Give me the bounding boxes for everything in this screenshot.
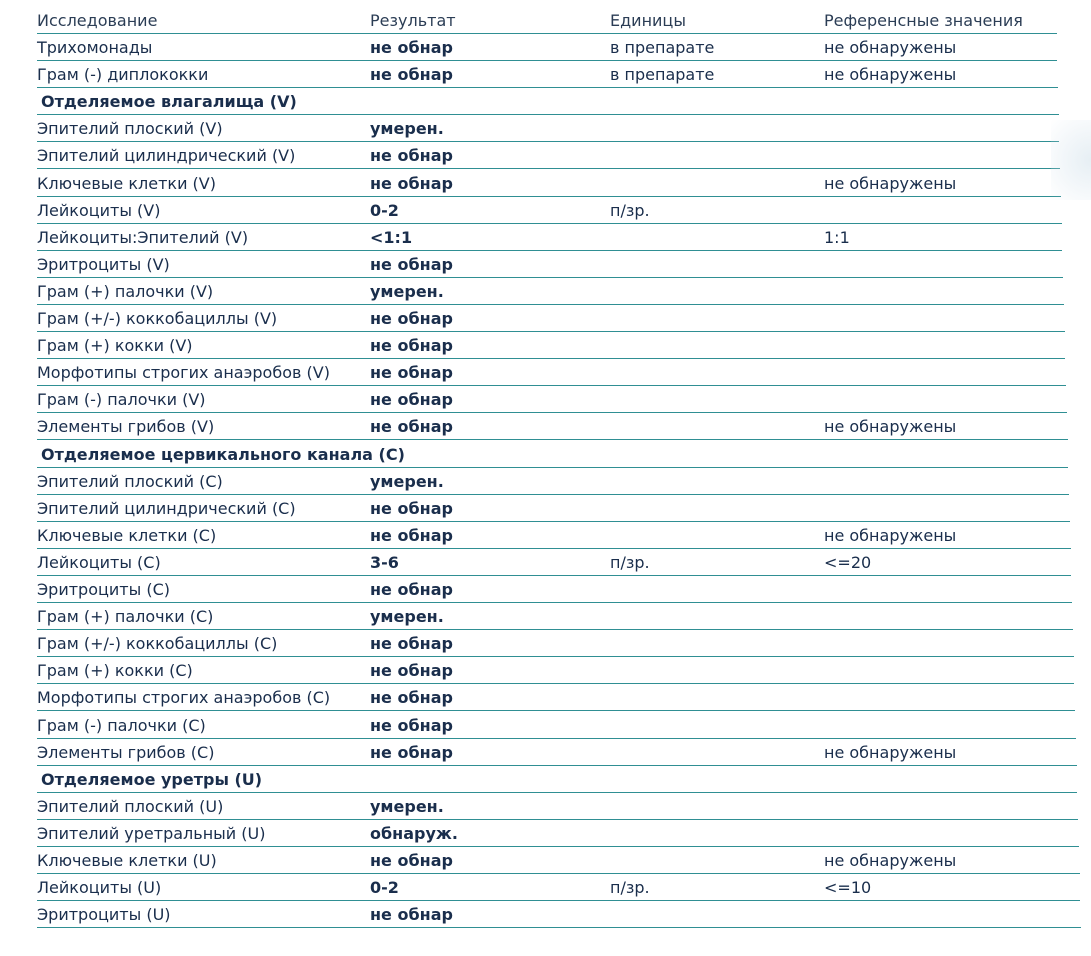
row-divider <box>37 602 1072 603</box>
row-divider <box>37 87 1058 88</box>
test-name: Грам (+) кокки (C) <box>37 661 193 681</box>
table-row <box>37 279 1064 305</box>
test-result: не обнар <box>370 146 453 166</box>
row-divider <box>37 223 1062 224</box>
row-divider <box>37 765 1077 766</box>
test-name: Эпителий плоский (C) <box>37 471 223 491</box>
test-reference: не обнаружены <box>824 65 957 85</box>
test-name: Элементы грибов (C) <box>37 742 215 762</box>
test-result: умерен. <box>370 607 444 627</box>
test-result: 0-2 <box>370 200 399 220</box>
test-name: Грам (+/-) коккобациллы (V) <box>37 309 278 328</box>
test-name: Эритроциты (V) <box>37 254 170 274</box>
table-header <box>37 8 1057 34</box>
test-name: Ключевые клетки (V) <box>37 173 216 193</box>
test-name: Эпителий плоский (U) <box>37 796 224 816</box>
row-divider <box>37 710 1075 711</box>
test-result: не обнар <box>370 38 453 57</box>
test-name: Лейкоциты (C) <box>37 552 161 572</box>
test-name: Грам (+) кокки (V) <box>37 336 193 356</box>
test-reference: не обнаружены <box>824 742 957 762</box>
table-row <box>37 333 1065 359</box>
section-title: Отделяемое влагалища (V) <box>41 92 297 112</box>
test-reference: не обнаружены <box>824 173 957 193</box>
test-reference: не обнаружены <box>824 38 957 57</box>
test-name: Трихомонады <box>37 38 153 57</box>
test-unit: п/зр. <box>610 878 650 898</box>
test-result: не обнар <box>370 65 453 85</box>
table-row <box>37 171 1061 197</box>
test-unit: п/зр. <box>610 200 650 220</box>
test-result: не обнар <box>370 851 453 870</box>
test-result: не обнар <box>370 634 453 654</box>
table-row <box>37 902 1081 928</box>
row-divider <box>37 250 1062 251</box>
row-divider <box>37 196 1061 197</box>
row-divider <box>37 439 1068 440</box>
section-header <box>37 442 1068 468</box>
row-divider <box>37 277 1063 278</box>
table-row <box>37 794 1078 820</box>
table-row <box>37 577 1072 603</box>
test-reference: 1:1 <box>824 227 850 247</box>
row-divider <box>37 548 1071 549</box>
test-result: не обнар <box>370 498 453 518</box>
table-row <box>37 523 1071 549</box>
row-divider <box>37 141 1059 142</box>
test-result: не обнар <box>370 905 453 925</box>
table-row <box>37 848 1080 874</box>
test-result: <1:1 <box>370 227 413 247</box>
header-result: Результат <box>370 11 456 30</box>
test-unit: п/зр. <box>610 552 650 572</box>
test-name: Элементы грибов (V) <box>37 417 215 437</box>
test-name: Лейкоциты (U) <box>37 878 162 898</box>
test-name: Эпителий плоский (V) <box>37 119 223 139</box>
test-result: не обнар <box>370 417 453 437</box>
test-result: не обнар <box>370 661 453 681</box>
test-result: умерен. <box>370 281 444 301</box>
table-row <box>37 631 1074 657</box>
row-divider <box>37 846 1079 847</box>
table-row <box>37 62 1058 88</box>
test-name: Эпителий цилиндрический (C) <box>37 498 296 518</box>
header-ref: Референсные значения <box>824 11 1023 30</box>
row-divider <box>37 358 1065 359</box>
test-name: Эритроциты (C) <box>37 580 170 599</box>
row-divider <box>37 60 1057 61</box>
row-divider <box>37 168 1060 169</box>
table-row <box>37 713 1076 739</box>
table-row <box>37 252 1063 278</box>
row-divider <box>37 331 1065 332</box>
row-divider <box>37 819 1078 820</box>
test-result: не обнар <box>370 363 453 383</box>
test-result: обнаруж. <box>370 823 458 843</box>
test-reference: <=10 <box>824 878 872 898</box>
test-result: не обнар <box>370 742 453 762</box>
table-row <box>37 116 1059 142</box>
row-divider <box>37 873 1080 874</box>
scan-glare <box>1051 120 1091 200</box>
table-row <box>37 198 1062 224</box>
row-divider <box>37 927 1081 928</box>
test-name: Эпителий уретральный (U) <box>37 823 266 843</box>
test-reference: не обнаружены <box>824 417 957 437</box>
header-unit: Единицы <box>610 11 686 30</box>
test-name: Грам (+/-) коккобациллы (C) <box>37 634 278 654</box>
row-divider <box>37 900 1080 901</box>
test-result: не обнар <box>370 309 453 328</box>
row-divider <box>37 494 1069 495</box>
test-result: умерен. <box>370 119 444 139</box>
row-divider <box>37 792 1077 793</box>
row-divider <box>37 683 1074 684</box>
row-divider <box>37 575 1071 576</box>
row-divider <box>37 521 1070 522</box>
test-reference: <=20 <box>824 552 872 572</box>
test-name: Эпителий цилиндрический (V) <box>37 146 296 166</box>
test-name: Грам (+) палочки (C) <box>37 607 214 627</box>
header-name: Исследование <box>37 11 158 30</box>
row-divider <box>37 467 1068 468</box>
test-result: 3-6 <box>370 552 399 572</box>
test-name: Грам (-) палочки (C) <box>37 715 206 735</box>
test-result: умерен. <box>370 471 444 491</box>
table-row <box>37 875 1080 901</box>
table-row <box>37 387 1067 413</box>
table-row <box>37 306 1065 332</box>
table-row <box>37 496 1070 522</box>
test-name: Ключевые клетки (C) <box>37 525 217 545</box>
test-result: умерен. <box>370 796 444 816</box>
table-row <box>37 360 1066 386</box>
test-reference: не обнаружены <box>824 525 957 545</box>
table-row <box>37 550 1071 576</box>
row-divider <box>37 629 1073 630</box>
row-divider <box>37 412 1067 413</box>
row-divider <box>37 304 1064 305</box>
test-result: не обнар <box>370 580 453 599</box>
test-name: Ключевые клетки (U) <box>37 851 217 870</box>
test-result: не обнар <box>370 715 453 735</box>
row-divider <box>37 385 1066 386</box>
table-row <box>37 821 1079 847</box>
test-name: Грам (-) палочки (V) <box>37 390 206 410</box>
row-divider <box>37 114 1059 115</box>
test-unit: в препарате <box>610 38 715 57</box>
header-divider <box>37 33 1057 34</box>
test-result: 0-2 <box>370 878 399 898</box>
test-result: не обнар <box>370 173 453 193</box>
section-header <box>37 89 1059 115</box>
test-result: не обнар <box>370 390 453 410</box>
table-row <box>37 143 1060 169</box>
test-name: Лейкоциты (V) <box>37 200 161 220</box>
test-name: Грам (+) палочки (V) <box>37 281 214 301</box>
test-result: не обнар <box>370 525 453 545</box>
test-name: Морфотипы строгих анаэробов (C) <box>37 688 331 708</box>
test-result: не обнар <box>370 688 453 708</box>
table-row <box>37 685 1075 711</box>
table-row <box>37 414 1068 440</box>
test-name: Эритроциты (U) <box>37 905 171 925</box>
test-name: Морфотипы строгих анаэробов (V) <box>37 363 330 383</box>
section-header <box>37 767 1077 793</box>
table-row <box>37 658 1074 684</box>
table-row <box>37 225 1062 251</box>
row-divider <box>37 656 1074 657</box>
table-row <box>37 35 1057 61</box>
test-name: Лейкоциты:Эпителий (V) <box>37 227 249 247</box>
row-divider <box>37 738 1076 739</box>
test-reference: не обнаружены <box>824 851 957 870</box>
test-result: не обнар <box>370 336 453 356</box>
section-title: Отделяемое цервикального канала (C) <box>41 444 405 464</box>
test-unit: в препарате <box>610 65 715 85</box>
table-row <box>37 740 1077 766</box>
section-title: Отделяемое уретры (U) <box>41 769 263 789</box>
table-row <box>37 469 1069 495</box>
test-name: Грам (-) диплококки <box>37 65 209 85</box>
table-row <box>37 604 1073 630</box>
test-result: не обнар <box>370 254 453 274</box>
